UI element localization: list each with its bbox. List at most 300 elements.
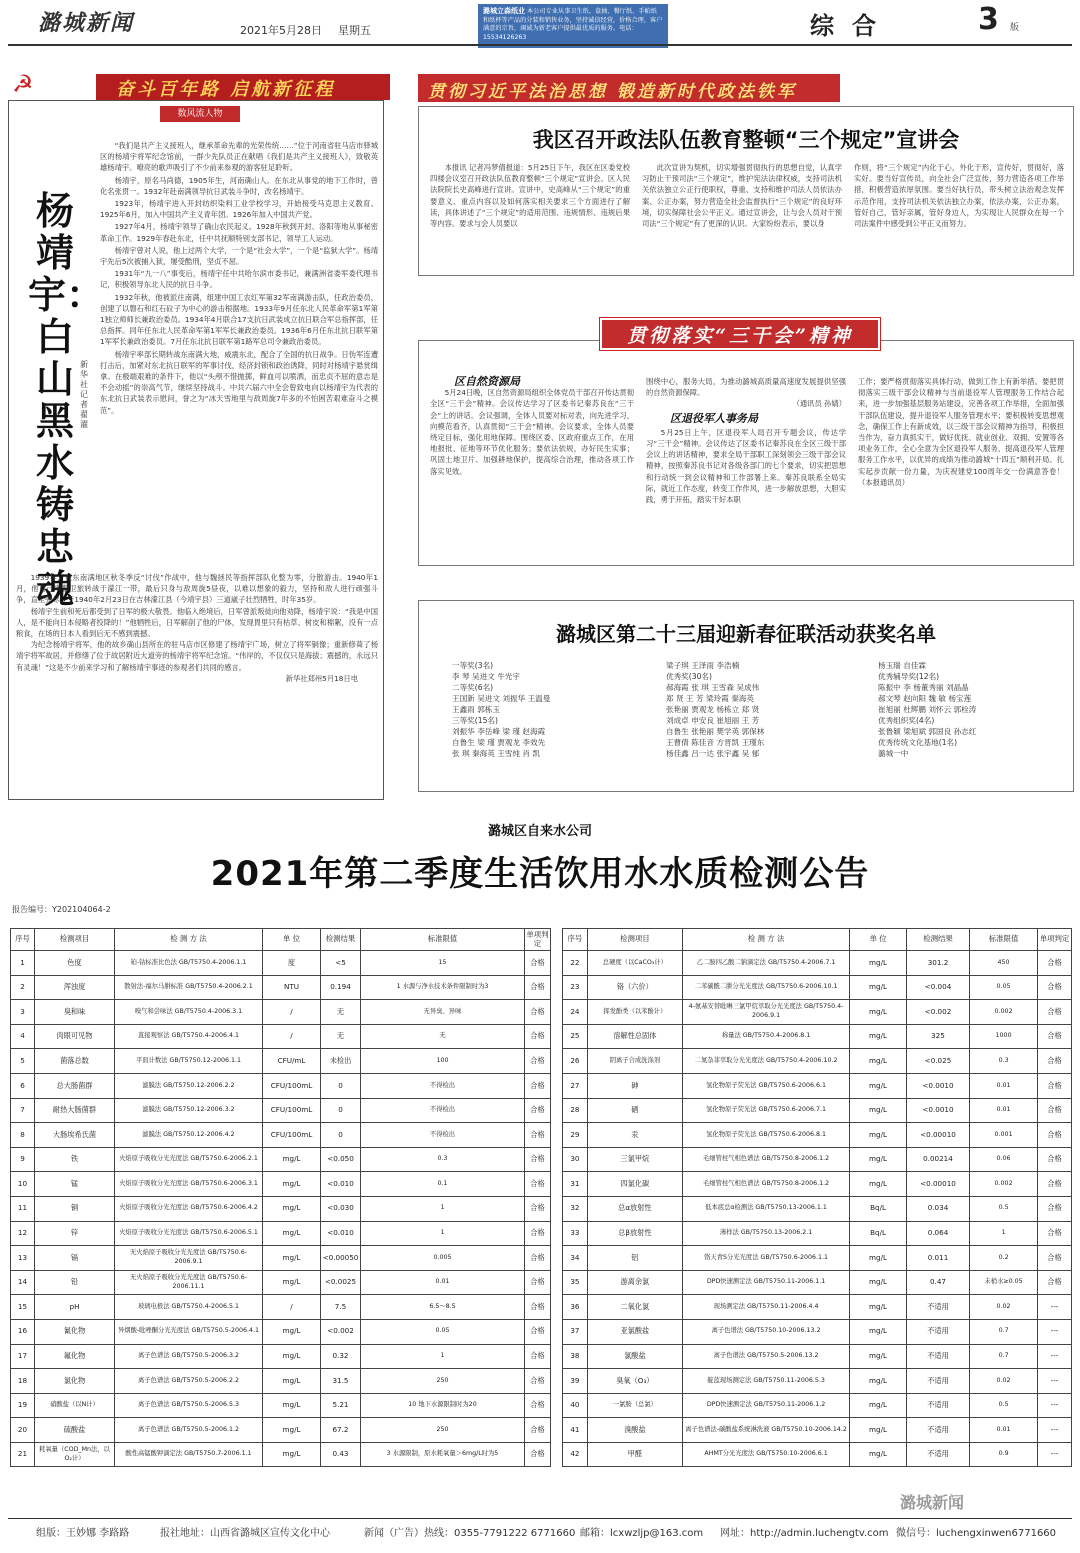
paragraph: 杨靖宇生前和死后都受到了日军的极大敬畏。他临入绝境后，日军曾派叛徒向他劝降，杨靖宇说：“我是中国人，是不能向日本侵略者投降的！”他牺牲后，日军解剖了他的尸体，发现胃里只有枯草、树皮和棉絮，没有一点粮食，在场的日本人看到后无不感到震撼。 [16,606,378,639]
paragraph: 作则，将“三个规定”内化于心，外化于形，宣传好，贯彻好，落实好。要当好宣传员，向全社会广泛宣传，努力营造各项工作举措，积极营造浓厚氛围。要当好执行员，带头树立法治观念发挥示范作用，支持司法机关依法独立办案，依法办案，公正办案，管好自己，管好亲属，管好身边人，为实现让人民群众在每一个司法案件中感受到公平正义而努力。 [854,163,1064,229]
table-cell: 31 [563,1172,588,1197]
table-cell: 总硬度（以CaCO₃计） [587,951,682,976]
table-cell: 离子色谱法 GB/T5750.5-2006.13.2 [682,1344,849,1369]
paragraph: 5月25日上午，区退役军人局召开专题会议，传达学习“三干会”精神。会议传达了区委书记秦苏良在全区三级干部会议上的讲话精神，要求全局干部职工深刻领会三级干部会议精神，按照秦苏良书记对各级各部门的七个要求，切实把思想和行动统一到会议精神和工作部署上来。秦苏良联系全局实际，就近工作态度，转变工作作风，进一步解放思想，大胆实践，勇于开拓，踏实干好本职 [646,427,846,505]
table-cell: mg/L [850,1024,907,1049]
table-cell: 铝 [587,1246,682,1271]
table-cell: 锌 [35,1221,115,1246]
section2-col1 [430,376,634,477]
ad-text: 本公司专业从事卫生纸、盒抽、餐厅纸、手帕纸和纸杯等产品的分装和销售业务，坚持诚信经营，价格合理，客户满意的宗旨，竭诚为新老客户提供最优质的服务。电话：15534126263 [483,8,663,41]
section1-col2 [642,162,842,229]
table-cell: 合格 [525,1270,551,1295]
table-row [11,1024,551,1049]
table-cell: 氟化物 [35,1344,115,1369]
table-cell: 合格 [1038,1049,1072,1074]
table-cell: 滤膜法 GB/T5750.12-2006.3.2 [115,1098,263,1123]
table-cell: <0.002 [321,1319,361,1344]
table-cell: mg/L [263,1221,321,1246]
table-cell: mg/L [850,951,907,976]
award-line: 杨佳鑫 吕一达 张宇鑫 吴 郁 [666,749,760,758]
table-row [11,1049,551,1074]
table-cell: 10 [11,1172,35,1197]
table-cell: AHMT分光光度法 GB/T5750.10-2006.6.1 [682,1442,849,1467]
notice-title[interactable]: 2021年第二季度生活饮用水水质检测公告 [210,854,870,894]
table-cell: 无异臭、异味 [361,1000,525,1025]
table-cell: CFU/100mL [263,1123,321,1148]
table-cell: 火焰原子吸收分光光度法 GB/T5750.6-2006.2.1 [115,1147,263,1172]
table-cell: 合格 [525,1246,551,1271]
table-cell: 毛细管柱气相色谱法 GB/T5750.8-2006.1.2 [682,1147,849,1172]
table-cell: 0.3 [970,1049,1038,1074]
table-cell: 离子色谱法 GB/T5750.10-2006.13.2 [682,1319,849,1344]
table-cell: 合格 [525,1000,551,1025]
table-cell: 硝酸盐（以N计） [35,1393,115,1418]
table-row [563,1442,1072,1467]
water-quality-table-left [10,928,551,1467]
table-cell: 溴酸盐 [587,1418,682,1443]
table-cell: 9 [11,1147,35,1172]
table-cell: 37 [563,1319,588,1344]
table-cell: 42 [563,1442,588,1467]
footer-phone[interactable]: 新闻（广告）热线：0355-7791222 6771660 [364,1528,576,1539]
table-cell: 0.011 [906,1246,969,1271]
awards-col1 [452,660,612,759]
table-cell: 21 [11,1442,35,1467]
table-cell: 合格 [525,1295,551,1320]
table-cell: / [263,1295,321,1320]
table-cell: 合格 [525,1221,551,1246]
table-cell: 合格 [1038,1270,1072,1295]
table-cell: 四氯化碳 [587,1172,682,1197]
table-cell: 合格 [1038,975,1072,1000]
table-cell: 度 [263,951,321,976]
table-cell: 17 [11,1344,35,1369]
table-cell: 0.5 [970,1196,1038,1221]
table-cell: 无 [361,1024,525,1049]
table-cell: 0.01 [970,1418,1038,1443]
table-cell: 游离余氯 [587,1270,682,1295]
table-cell: 8 [11,1123,35,1148]
footer-website[interactable]: 网址：http://admin.luchengtv.com [720,1528,889,1539]
table-cell: 34 [563,1246,588,1271]
table-cell: mg/L [263,1418,321,1443]
table-cell: 11 [11,1196,35,1221]
table-cell: mg/L [850,1147,907,1172]
table-cell: 4 [11,1024,35,1049]
table-cell: 1000 [970,1024,1038,1049]
table-cell: mg/L [850,1442,907,1467]
table-cell: 0.2 [970,1246,1038,1271]
table-cell: 二苯碳酰二肼分光光度法 GB/T5750.6-2006.10.1 [682,975,849,1000]
table-cell: <5 [321,951,361,976]
award-line: 陈振中 李 杨董秀丽 刘晶晶 [878,683,969,692]
table-cell: 一氯胺（总氯） [587,1393,682,1418]
table-row [563,1295,1072,1320]
table-row [11,1147,551,1172]
table-cell: DPD快速测定法 GB/T5750.11-2006.1.1 [682,1270,849,1295]
table-cell: 67.2 [321,1418,361,1443]
table-header-cell: 单项判定 [525,929,551,951]
table-row [563,1049,1072,1074]
table-header-cell: 检 测 方 法 [115,929,263,951]
table-row [11,1270,551,1295]
table-cell: 合格 [1038,1024,1072,1049]
table-cell: 22 [563,951,588,976]
newspaper-logo: 潞城新闻 [38,10,135,36]
table-cell: 0.7 [970,1344,1038,1369]
table-row [563,1073,1072,1098]
table-cell: / [263,1024,321,1049]
table-cell: mg/L [850,1393,907,1418]
table-cell: 铜 [35,1196,115,1221]
table-cell: mg/L [850,1344,907,1369]
table-cell: 250 [361,1418,525,1443]
award-line: 杨玉瑞 自佳霖 [878,661,926,670]
table-cell: 酸性高锰酸钾滴定法 GB/T5750.7-2006.1.1 [115,1442,263,1467]
award-line: 张艳丽 贾观龙 杨栋立 郑 贤 [666,705,760,714]
table-cell: 毛细管柱气相色谱法 GB/T5750.8-2006.1.2 [682,1172,849,1197]
table-cell: 合格 [1038,951,1072,976]
award-line: 自鲁生 梁 瑾 贾观龙 李效先 [452,738,546,747]
table-cell: 亚氯酸盐 [587,1319,682,1344]
article-title[interactable]: 杨靖宇：白山黑水铸忠魂 [28,188,105,611]
table-row [563,1221,1072,1246]
table-cell: 0.002 [970,1000,1038,1025]
table-cell: 合格 [525,1073,551,1098]
table-cell: 41 [563,1418,588,1443]
article-body-continued [16,572,378,684]
table-cell: 0.01 [970,1098,1038,1123]
table-cell: mg/L [263,1246,321,1271]
table-cell: 氰化物 [35,1319,115,1344]
table-cell: mg/L [263,1196,321,1221]
table-cell: 35 [563,1270,588,1295]
table-cell: mg/L [263,1442,321,1467]
table-cell: <0.00050 [321,1246,361,1271]
table-cell: 0.32 [321,1344,361,1369]
table-cell: 挥发酚类（以苯酚计） [587,1000,682,1025]
table-cell: 5.21 [321,1393,361,1418]
table-row [11,1123,551,1148]
table-cell: mg/L [850,1369,907,1394]
table-header-cell: 检测项目 [587,929,682,951]
table-cell: mg/L [263,1172,321,1197]
table-cell: 火焰原子吸收分光光度法 GB/T5750.6-2006.3.1 [115,1172,263,1197]
award-line: 郝文琴 赵向阳 魏 敏 杨宝莲 [878,694,972,703]
table-cell: 合格 [525,951,551,976]
awards-title[interactable]: 潞城区第二十三届迎新春征联活动获奖名单 [556,622,936,646]
report-number: 报告编号：Y202104064-2 [12,905,111,914]
paragraph: 围绕中心，服务大局，为推动潞城高质量高速度发展提供坚强的自然资源保障。 [646,377,846,398]
table-row [11,1418,551,1443]
table-cell: 1 水源与净水技术条件限制时为3 [361,975,525,1000]
table-cell: 28 [563,1098,588,1123]
section2-col2 [646,376,846,505]
table-row [563,1098,1072,1123]
paragraph: 此次宣讲为契机，切实增强贯彻执行的思想自觉，认真学习防止干预司法“三个规定”，维护宪法法律权威，支持司法机关依法独立公正行使职权，尊重、支持和维护司法人员依法办案、公正办案，努力营造全社会监督执行“三个规定”的良好环境，切实保障社会公平正义。通过宣讲会，让与会人员对干预司法“三个规定”有了更深的认识。大家纷纷表示，要以身 [642,163,842,229]
table-cell: --- [1038,1344,1072,1369]
table-row [563,1246,1072,1271]
table-cell: CFU/100mL [263,1073,321,1098]
paragraph: 本报讯 记者冯梦倩报道：5月25日下午，我区在区委党校四楼会议室召开政法队伍教育整顿“三个规定”宣讲会。区人民法院院长史高峰进行宣讲。宣讲中，史高峰从“三个规定”的重要意义、重点内容以及如何落实相关要求三个方面进行了解读，具体讲述了“三个规定”的适用范围、违规情形、违规后果等内容。要求与会人员要以 [430,163,630,229]
table-cell: 2 [11,975,35,1000]
table-cell: 大肠埃希氏菌 [35,1123,115,1148]
subhead-natural-resources: 区自然资源局 [454,375,520,388]
table-cell: 1 [970,1221,1038,1246]
table-cell: 火焰原子吸收分光光度法 GB/T5750.6-2006.4.2 [115,1196,263,1221]
paragraph: 工作；要严格贯彻落实具体行动，做到工作上有新举措。要把贯彻落实三级干部会议精神与当前退役军人管理服务工作结合起来，进一步加强基层服务站建设，完善各项工作举措，全面加强干部队伍建设，提升退役军人服务管理水平；要积极转变思想观念，确保工作上有新成效，以三级干部会议精神为指导，积极担当作为，奋力真抓实干，做好优抚、就业创业、双拥、安置等各项业务工作，全心全意为全区退役军人服务，提高退役军人管理服务工作水平，以优异的成绩为推动潞城“十四五”顺利开局、扎实起步贡献一份力量，为庆祝建党100周年交一份满意答卷！（本报通讯员） [858,377,1064,487]
table-cell: 30 [563,1147,588,1172]
table-cell: 耗氧量（COD_Mn法，以O₂计） [35,1442,115,1467]
table-cell: mg/L [263,1319,321,1344]
table-cell: 合格 [525,1319,551,1344]
table-cell: --- [1038,1369,1072,1394]
table-cell: Bq/L [850,1196,907,1221]
footer-wechat[interactable]: 微信号：luchengxinwen6771660 [896,1528,1057,1539]
issue-date: 2021年5月28日 [240,24,322,37]
table-cell: 6 [11,1073,35,1098]
award-line: 王曹倩 陈佳音 方晋凯 王瑾东 [666,738,765,747]
table-cell: 离子色谱法 GB/T5750.5-2006.3.2 [115,1344,263,1369]
table-cell: 锰 [35,1172,115,1197]
table-cell: 19 [11,1393,35,1418]
wechat-watermark: 潞城新闻 [900,1493,965,1512]
table-cell: 滤膜法 GB/T5750.12-2006.4.2 [115,1123,263,1148]
table-header-cell: 检测结果 [906,929,969,951]
table-cell: 29 [563,1123,588,1148]
table-cell: 不适用 [906,1319,969,1344]
section2-col3 [858,376,1064,488]
paragraph: 杨靖宇，原名马尚德，1905年生，河南确山人。在东北从事党的地下工作时，曾化名张贯一。1932年赴南满领导抗日武装斗争时，改名杨靖宇。 [100,175,378,196]
table-cell: / [263,1000,321,1025]
table-cell: 0.02 [970,1369,1038,1394]
table-row [563,1196,1072,1221]
table-cell: 合格 [1038,1246,1072,1271]
table-cell: 低本底总α检测法 GB/T5750.13-2006.1.1 [682,1196,849,1221]
table-cell: 16 [11,1319,35,1344]
table-row [11,1442,551,1467]
table-cell: mg/L [850,1295,907,1320]
left-banner: 奋斗百年路 启航新征程 [96,74,390,100]
table-cell: 铁 [35,1147,115,1172]
table-cell: 无 [321,1024,361,1049]
table-cell: 无火焰原子吸收分光光度法 GB/T5750.6-2006.9.1 [115,1246,263,1271]
table-cell: 未检出 [321,1049,361,1074]
table-cell: 100 [361,1049,525,1074]
table-cell: 0 [321,1098,361,1123]
section1-col1 [430,162,630,229]
award-line: 刘振华 李岳峰 梁 瑾 赵海霞 [452,727,546,736]
table-row [563,1369,1072,1394]
award-line: 崔旭丽 杜辉鹏 刘怀云 郭栓涛 [878,705,977,714]
table-cell: 离子色谱法 GB/T5750.5-2006.5.3 [115,1393,263,1418]
ad-title: 潞城立森纸业 [483,7,525,15]
table-cell: 滤膜法 GB/T5750.12-2006.2.2 [115,1073,263,1098]
table-cell: 肉眼可见物 [35,1024,115,1049]
table-row [11,1098,551,1123]
table-row [563,1024,1072,1049]
table-cell: 异烟酸-吡唑酮分光光度法 GB/T5750.5-2006.4.1 [115,1319,263,1344]
table-cell: 离子色谱法 GB/T5750.5-2006.1.2 [115,1418,263,1443]
paragraph: 1939年，在东南满地区秋冬季反“讨伐”作战中，他与魏拯民等指挥部队化整为零，分散游击。1940年1月，他自己率警卫旅转战于濛江一带，最后只身与敌周旋5昼夜，以难以想象的毅力，坚持和敌人进行顽强斗争，直至弹尽，于1940年2月23日在吉林濛江县（今靖宇县）三道崴子壮烈牺牲，时年35岁。 [16,573,378,605]
table-cell: 0.47 [906,1270,969,1295]
table-cell: mg/L [263,1147,321,1172]
award-line: 郝海霞 张 琪 王雪森 吴成伟 [666,683,760,692]
table-cell: mg/L [850,1000,907,1025]
table-cell: mg/L [850,1270,907,1295]
table-cell: 散射法-福尔马肼标准 GB/T5750.4-2006.2.1 [115,975,263,1000]
header-advertisement[interactable] [478,4,668,48]
table-cell: 不得检出 [361,1098,525,1123]
table-cell: mg/L [850,1172,907,1197]
table-row [11,1000,551,1025]
table-header-cell: 序号 [11,929,35,951]
table-row [563,1172,1072,1197]
table-cell: 不得检出 [361,1073,525,1098]
table-cell: CFU/100mL [263,1098,321,1123]
table-row [11,1319,551,1344]
paragraph: 杨靖宇曾对人说，他上过两个大学，一个是“社会大学”，一个是“监狱大学”。杨靖宇先后5次被捕入狱，屡受酷刑，坚贞不屈。 [100,245,378,267]
section1-title[interactable]: 我区召开政法队伍教育整顿“三个规定”宣讲会 [532,128,960,152]
table-cell: 325 [906,1024,969,1049]
table-row [11,1073,551,1098]
table-cell: 0.01 [970,1073,1038,1098]
table-cell: 合格 [1038,1221,1072,1246]
table-row [563,1123,1072,1148]
table-cell: 5 [11,1049,35,1074]
table-cell: 0.005 [361,1246,525,1271]
table-cell: 三氯甲烷 [587,1147,682,1172]
table-cell: 称量法 GB/T5750.4-2006.8.1 [682,1024,849,1049]
notice-organization: 潞城区自来水公司 [487,824,592,839]
table-cell: 合格 [525,975,551,1000]
award-line: 一等奖(3名) [452,661,494,670]
table-cell: 色度 [35,951,115,976]
table-cell: 合格 [525,1196,551,1221]
table-cell: 合格 [525,1024,551,1049]
paragraph: “我们是共产主义接班人，继承革命先辈的光荣传统……”位于河南省驻马店市驿城区的杨靖宇将军纪念馆前，一群少先队员正在献唱《我们是共产主义接班人》，致敬英雄杨靖宇。嘹亮的歌声吸引了不少前来参观的游客驻足聆听。 [100,141,378,173]
table-cell: mg/L [263,1344,321,1369]
footer-email[interactable]: 邮箱：lcxwzljp@163.com [580,1528,704,1539]
award-line: 王鑫雨 郭栋玉 [452,705,500,714]
table-cell: 31.5 [321,1369,361,1394]
table-cell: 15 [11,1295,35,1320]
table-cell: 总大肠菌群 [35,1073,115,1098]
table-cell: 24 [563,1000,588,1025]
table-row [563,1270,1072,1295]
table-cell: 1 [361,1196,525,1221]
table-cell: 二氮杂菲萃取分光光度法 GB/T5750.4-2006.10.2 [682,1049,849,1074]
table-cell: 臭和味 [35,1000,115,1025]
table-cell: 26 [563,1049,588,1074]
award-line: 二等奖(6名) [452,683,494,692]
table-cell: 0.1 [361,1172,525,1197]
table-cell: --- [1038,1319,1072,1344]
table-cell: Bq/L [850,1221,907,1246]
table-cell: 0.7 [970,1319,1038,1344]
award-line: 李 琴 吴进文 牛光宇 [452,672,520,681]
table-cell: 7 [11,1098,35,1123]
table-cell: 合格 [1038,1172,1072,1197]
table-cell: 40 [563,1393,588,1418]
table-cell: 无火焰原子吸收分光光度法 GB/T5750.6-2006.11.1 [115,1270,263,1295]
table-cell: 10 地下水源限制时为20 [361,1393,525,1418]
table-cell: 0.3 [361,1147,525,1172]
table-cell: mg/L [850,1098,907,1123]
water-quality-table-right [562,928,1072,1467]
table-cell: <0.025 [906,1049,969,1074]
table-cell: <0.0010 [906,1098,969,1123]
table-cell: 薄样法 GB/T5750.13-2006.2.1 [682,1221,849,1246]
table-header-cell: 单 位 [263,929,321,951]
table-header-cell: 检测项目 [35,929,115,951]
table-row [11,1344,551,1369]
table-cell: 硒 [587,1098,682,1123]
table-cell: 合格 [1038,1147,1072,1172]
section2-banner: 贯彻落实“三干会”精神 [600,318,880,350]
article-byline: 新华社记者 翟濯 [80,360,88,429]
table-cell: 0.194 [321,975,361,1000]
table-cell: 合格 [525,1442,551,1467]
table-cell: 450 [970,951,1038,976]
table-cell: 0.05 [970,975,1038,1000]
table-cell: 1 [11,951,35,976]
table-cell: CFU/mL [263,1049,321,1074]
table-cell: 氢化物原子荧光法 GB/T5750.6-2006.6.1 [682,1073,849,1098]
table-cell: 0.01 [361,1270,525,1295]
table-row [563,975,1072,1000]
table-cell: 4-氨基安替吡啉三氯甲烷萃取分光光度法 GB/T5750.4-2006.9.1 [682,1000,849,1025]
section1-col3 [854,162,1064,229]
table-cell: 硫酸盐 [35,1418,115,1443]
table-cell: 臭氧（O₃） [587,1369,682,1394]
paragraph: 1923年，杨靖宇进入开封纺织染料工业学校学习，开始接受马克思主义教育。1925年6月，加入中国共产主义青年团。1926年加入中国共产党。 [100,199,378,220]
table-cell: 250 [361,1369,525,1394]
paragraph: 为纪念杨靖宇将军，他的故乡确山县所在的驻马店市区修建了杨靖宇广场，树立了将军铜像；重新修葺了杨靖宇将军故居，并修缮了位于故居附近大道旁的杨靖宇将军纪念馆。“伟岸的，不仅仅只是海拔；震撼的，永远只有灵魂！”这是不少前来学习和了解杨靖宇事迹的参观者们共同的感言。 [16,640,378,672]
table-cell: 0.5 [970,1393,1038,1418]
table-cell: 甲醛 [587,1442,682,1467]
table-cell: 浑浊度 [35,975,115,1000]
table-cell: 0.001 [970,1123,1038,1148]
table-cell: 不适用 [906,1393,969,1418]
table-row [11,1369,551,1394]
table-cell: 12 [11,1221,35,1246]
table-row [563,1418,1072,1443]
table-header-cell: 标准限值 [970,929,1038,951]
table-cell: 0.43 [321,1442,361,1467]
table-row [11,1295,551,1320]
table-cell: <0.050 [321,1147,361,1172]
footer-rule [8,1518,1072,1519]
table-cell: mg/L [263,1369,321,1394]
table-cell: 6.5～8.5 [361,1295,525,1320]
table-cell: 0.034 [906,1196,969,1221]
table-cell: 0 [321,1073,361,1098]
table-cell: 嗅气和尝味法 GB/T5750.4-2006.3.1 [115,1000,263,1025]
award-line: 优秀辅导奖(12名) [878,672,940,681]
table-cell: 镉 [35,1246,115,1271]
table-cell: 0 [321,1123,361,1148]
section-name: 综合 [810,12,894,40]
table-cell: 合格 [525,1147,551,1172]
table-cell: 铬（六价） [587,975,682,1000]
table-cell: NTU [263,975,321,1000]
table-cell: 合格 [525,1123,551,1148]
table-row [563,1000,1072,1025]
award-line: 梁子琪 王泽雨 李浩楠 [666,661,740,670]
table-cell: 3 [11,1000,35,1025]
table-cell: 0.06 [970,1147,1038,1172]
